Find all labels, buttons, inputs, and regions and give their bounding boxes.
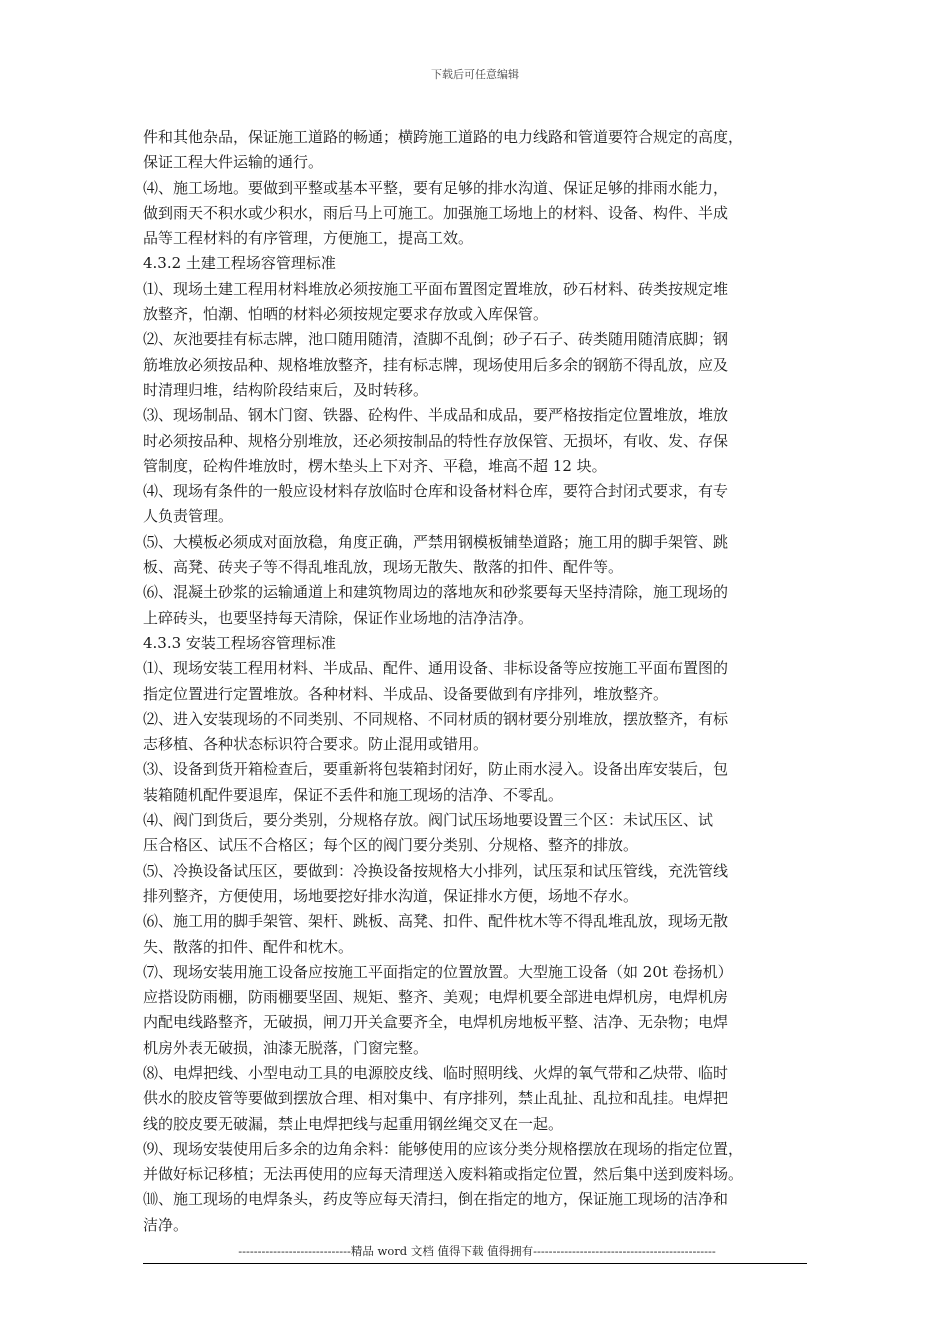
text-line: 供水的胶皮管等要做到摆放合理、相对集中、有序排列，禁止乱扯、乱拉和乱挂。电焊把 (143, 1089, 729, 1108)
text-line: 洁净。 (143, 1215, 189, 1234)
text-line: ⑹、混凝土砂浆的运输通道上和建筑物周边的落地灰和砂浆要每天坚持清除，施工现场的 (143, 583, 729, 602)
text-line: 放整齐，怕潮、怕晒的材料必须按规定要求存放或入库保管。 (143, 305, 549, 324)
text-line: ⑻、电焊把线、小型电动工具的电源胶皮线、临时照明线、火焊的氧气带和乙炔带、临时 (143, 1063, 729, 1082)
text-line: ⑵、进入安装现场的不同类别、不同规格、不同材质的钢材要分别堆放，摆放整齐，有标 (143, 709, 729, 728)
text-line: 志移植、各种状态标识符合要求。防止混用或错用。 (143, 735, 489, 754)
text-line: 线的胶皮要无破漏，禁止电焊把线与起重用钢丝绳交叉在一起。 (143, 1114, 564, 1133)
text-line: 件和其他杂品，保证施工道路的畅通；横跨施工道路的电力线路和管道要符合规定的高度， (143, 128, 744, 146)
text-line: 4.3.2 土建工程场容管理标准 (143, 254, 336, 273)
text-line: ⑺、现场安装用施工设备应按施工平面指定的位置放置。大型施工设备（如 20t 卷扬机） (143, 962, 733, 981)
text-line: 排列整齐，方便使用，场地要挖好排水沟道，保证排水方便，场地不存水。 (143, 886, 639, 905)
text-line: 筋堆放必须按品种、规格堆放整齐，挂有标志牌，现场使用后多余的钢筋不得乱放，应及 (143, 355, 729, 374)
document-body (143, 125, 811, 1238)
text-line: ⑵、灰池要挂有标志牌，池口随用随清，渣脚不乱倒；砂子石子、砖类随用随清底脚；钢 (143, 330, 729, 349)
text-line: ⑴、现场土建工程用材料堆放必须按施工平面布置图定置堆放，砂石材料、砖类按规定堆 (143, 279, 729, 298)
text-line: 指定位置进行定置堆放。各种材料、半成品、设备要做到有序排列，堆放整齐。 (143, 684, 669, 703)
text-line: ⑷、现场有条件的一般应设材料存放临时仓库和设备材料仓库，要符合封闭式要求，有专 (143, 482, 729, 501)
text-line: 时清理归堆，结构阶段结束后，及时转移。 (143, 380, 429, 399)
text-line: 4.3.3 安装工程场容管理标准 (143, 633, 336, 652)
text-line: 管制度，砼构件堆放时，楞木垫头上下对齐、平稳，堆高不超 12 块。 (143, 456, 607, 475)
page-footer: -----------------------------精品 word 文档 值得下载 值得拥有----------------------------------------------- (238, 1244, 716, 1258)
footer-rule (143, 1263, 807, 1264)
text-line: 板、高凳、砖夹子等不得乱堆乱放，现场无散失、散落的扣件、配件等。 (143, 558, 624, 577)
text-line: 人负责管理。 (143, 507, 234, 526)
text-line: 保证工程大件运输的通行。 (143, 153, 324, 172)
text-line: 应搭设防雨棚，防雨棚要坚固、规矩、整齐、美观；电焊机要全部进电焊机房，电焊机房 (143, 988, 729, 1007)
text-line: ⑶、设备到货开箱检查后，要重新将包装箱封闭好，防止雨水浸入。设备出库安装后，包 (143, 760, 729, 779)
text-line: ⑸、大模板必须成对面放稳，角度正确，严禁用钢模板铺垫道路；施工用的脚手架管、跳 (143, 532, 729, 551)
text-line: ⑼、现场安装使用后多余的边角余料：能够使用的应该分类分规格摆放在现场的指定位置， (143, 1139, 744, 1158)
text-line: ⑴、现场安装工程用材料、半成品、配件、通用设备、非标设备等应按施工平面布置图的 (143, 659, 729, 678)
text-line: 做到雨天不积水或少积水，雨后马上可施工。加强施工场地上的材料、设备、构件、半成 (143, 203, 729, 222)
text-line: 时必须按品种、规格分别堆放，还必须按制品的特性存放保管、无损坏，有收、发、存保 (143, 431, 729, 450)
text-line: 品等工程材料的有序管理，方便施工，提高工效。 (143, 229, 474, 248)
text-line: ⑸、冷换设备试压区，要做到：冷换设备按规格大小排列，试压泵和试压管线，充洗管线 (143, 861, 729, 880)
text-line: 并做好标记移植；无法再使用的应每天清理送入废料箱或指定位置，然后集中送到废料场。 (143, 1165, 744, 1184)
page-header: 下载后可任意编辑 (431, 68, 519, 81)
text-line: 机房外表无破损，油漆无脱落，门窗完整。 (143, 1038, 429, 1057)
text-line: ⑹、施工用的脚手架管、架杆、跳板、高凳、扣件、配件枕木等不得乱堆乱放，现场无散 (143, 912, 729, 931)
text-line: ⑶、现场制品、钢木门窗、铁器、砼构件、半成品和成品，要严格按指定位置堆放，堆放 (143, 406, 729, 425)
text-line: 装箱随机配件要退库，保证不丢件和施工现场的洁净、不零乱。 (143, 785, 564, 804)
text-line: ⑷、施工场地。要做到平整或基本平整，要有足够的排水沟道、保证足够的排雨水能力， (143, 178, 729, 197)
text-line: 内配电线路整齐，无破损，闸刀开关盒要齐全，电焊机房地板平整、洁净、无杂物；电焊 (143, 1013, 729, 1032)
text-line: 压合格区、试压不合格区；每个区的阀门要分类别、分规格、整齐的排放。 (143, 836, 639, 855)
text-line: ⑷、阀门到货后，要分类别，分规格存放。阀门试压场地要设置三个区：未试压区、试 (143, 811, 714, 830)
text-line: ⑽、施工现场的电焊条头，药皮等应每天清扫，倒在指定的地方，保证施工现场的洁净和 (143, 1190, 729, 1209)
text-line: 失、散落的扣件、配件和枕木。 (143, 937, 354, 956)
text-line: 上碎砖头，也要坚持每天清除，保证作业场地的洁净洁净。 (143, 608, 534, 627)
